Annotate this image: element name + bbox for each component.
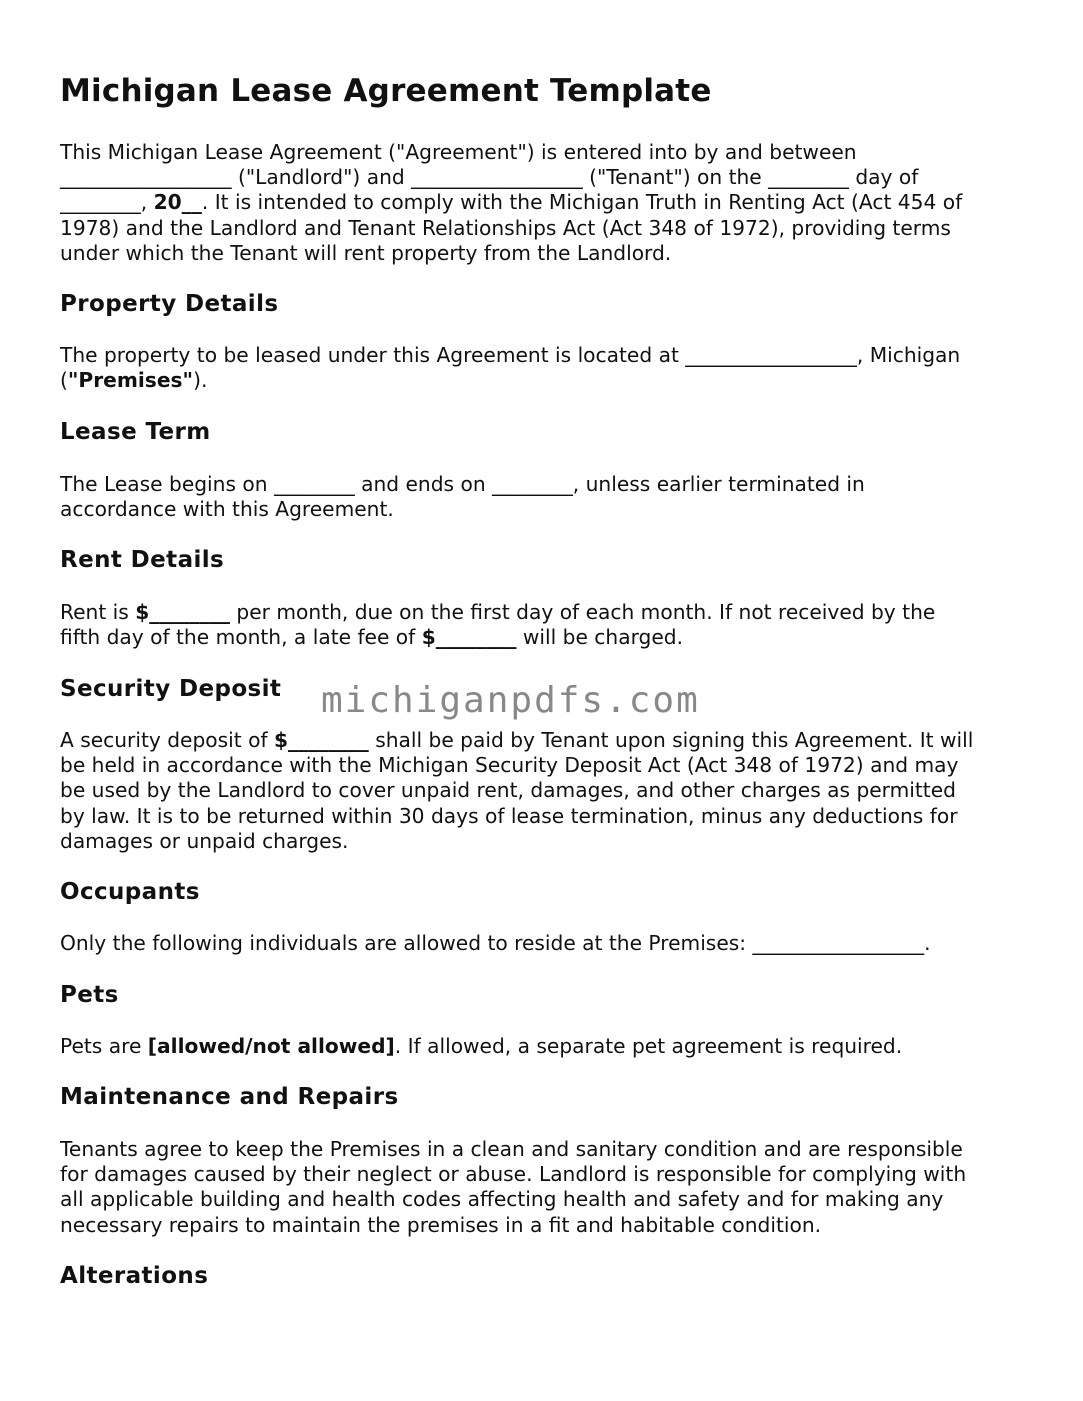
rent-line-2-start: fifth day of the month, a late fee of [60, 625, 422, 650]
intro-line-3: . It is intended to comply with the Michigan Truth in Renting Act (Act 454 of [201, 190, 963, 215]
pets-line-end: . If allowed, a separate pet agreement is required. [394, 1034, 903, 1058]
intro-paragraph [60, 140, 1025, 266]
maintenance-line-2: for damages caused by their neglect or abuse. Landlord is responsible for complying with [60, 1162, 967, 1187]
maintenance-line-4: necessary repairs to maintain the premises in a fit and habitable condition. [60, 1212, 822, 1237]
security-deposit-paragraph [60, 728, 1025, 854]
intro-year: 20__ [153, 190, 202, 215]
watermark: michiganpdfs.com [321, 680, 700, 721]
pets-line-start: Pets are [60, 1034, 148, 1058]
maintenance-line-1: Tenants agree to keep the Premises in a clean and sanitary condition and are responsible [60, 1137, 963, 1161]
pets-paragraph [60, 1034, 1025, 1059]
intro-line-4: 1978) and the Landlord and Tenant Relationships Act (Act 348 of 1972), providing terms [60, 215, 951, 240]
property-details-heading: Property Details [60, 291, 279, 317]
occupants-paragraph [60, 931, 1025, 956]
rent-line-1-start: Rent is [60, 600, 136, 624]
page-title: Michigan Lease Agreement Template [60, 73, 712, 109]
property-details-paragraph [60, 343, 1025, 393]
security-line-1-end: shall be paid by Tenant upon signing this Agreement. It will [368, 728, 974, 752]
security-deposit-heading: Security Deposit [60, 676, 282, 702]
rent-line-2-end: will be charged. [516, 625, 683, 650]
property-open-paren: ( [60, 368, 68, 393]
lease-term-heading: Lease Term [60, 419, 211, 445]
premises-term: "Premises" [67, 368, 194, 393]
intro-line-5: under which the Tenant will rent property from the Landlord. [60, 240, 672, 265]
security-line-3: be used by the Landlord to cover unpaid rent, damages, and other charges as permitted [60, 778, 956, 803]
occupants-line-1: Only the following individuals are allowed to reside at the Premises: _________________. [60, 931, 931, 955]
property-line-1: The property to be leased under this Agreement is located at _________________, Michigan [60, 343, 961, 367]
alterations-heading: Alterations [60, 1263, 209, 1289]
security-line-5: damages or unpaid charges. [60, 828, 349, 853]
lease-term-paragraph [60, 472, 1025, 522]
occupants-heading: Occupants [60, 879, 200, 905]
intro-line-2: _________________ ("Landlord") and _________________ ("Tenant") on the ________ day of [60, 165, 919, 190]
intro-line-3-date: ________, [60, 190, 154, 215]
maintenance-paragraph [60, 1137, 1025, 1238]
pets-heading: Pets [60, 982, 119, 1008]
intro-line-1: This Michigan Lease Agreement ("Agreement") is entered into by and between [60, 140, 857, 164]
maintenance-line-3: all applicable building and health codes affecting health and safety and for making any [60, 1187, 944, 1212]
lease-term-line-1: The Lease begins on ________ and ends on ________, unless earlier terminated in [60, 472, 865, 496]
rent-amount-blank: $________ [135, 600, 231, 624]
property-close-paren: ). [193, 368, 208, 393]
security-line-1-start: A security deposit of [60, 728, 274, 752]
security-deposit-blank: $________ [273, 728, 369, 752]
lease-term-line-2: accordance with this Agreement. [60, 497, 394, 522]
security-line-2: be held in accordance with the Michigan Security Deposit Act (Act 348 of 1972) and may [60, 753, 959, 778]
late-fee-blank: $________ [421, 625, 517, 650]
rent-line-1-end: per month, due on the first day of each month. If not received by the [230, 600, 936, 624]
maintenance-heading: Maintenance and Repairs [60, 1084, 399, 1110]
security-line-4: by law. It is to be returned within 30 days of lease termination, minus any deductions for [60, 803, 958, 828]
rent-details-heading: Rent Details [60, 547, 225, 573]
rent-details-paragraph [60, 600, 1025, 650]
pets-option: [allowed/not allowed] [147, 1034, 395, 1058]
